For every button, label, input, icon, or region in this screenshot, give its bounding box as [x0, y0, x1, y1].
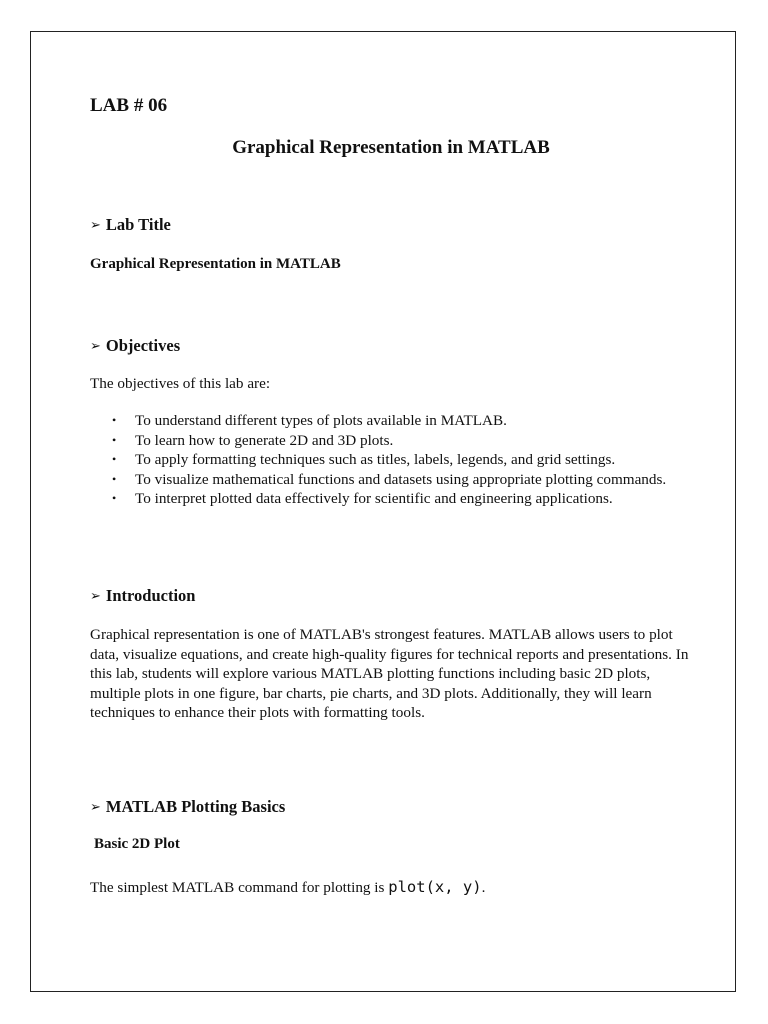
- list-item-text: To interpret plotted data effectively for scientific and engineering applications.: [135, 490, 613, 507]
- bullet-icon: •: [112, 491, 117, 505]
- section-heading-label: MATLAB Plotting Basics: [105, 797, 286, 816]
- arrow-bullet-icon: ➢: [90, 589, 101, 604]
- lab-title-subtitle: Graphical Representation in MATLAB: [90, 256, 341, 272]
- list-item: [90, 470, 670, 490]
- arrow-bullet-icon: ➢: [90, 339, 101, 354]
- arrow-bullet-icon: ➢: [90, 800, 101, 815]
- list-item: [90, 411, 700, 431]
- list-item-text: To visualize mathematical functions and datasets using appropriate plotting commands.: [135, 470, 667, 488]
- sentence-prefix: The simplest MATLAB command for plotting is: [90, 879, 389, 896]
- inline-code: plot(x, y): [388, 878, 482, 896]
- sentence-suffix: .: [481, 879, 486, 896]
- section-heading-introduction: [90, 586, 195, 606]
- section-heading-plotting-basics: [90, 797, 285, 817]
- lab-number: LAB # 06: [90, 95, 168, 116]
- objectives-intro: The objectives of this lab are:: [90, 375, 271, 392]
- bullet-icon: •: [112, 432, 117, 447]
- document-title: Graphical Representation in MATLAB: [232, 137, 550, 158]
- objectives-list: [90, 411, 700, 509]
- plot-command-sentence: [90, 878, 485, 897]
- section-heading-objectives: [90, 336, 180, 356]
- arrow-bullet-icon: ➢: [90, 218, 101, 233]
- bullet-icon: •: [112, 471, 117, 486]
- section-heading-label: Introduction: [105, 586, 196, 605]
- list-item-text: To apply formatting techniques such as titles, labels, legends, and grid settings.: [135, 451, 616, 468]
- bullet-icon: •: [112, 452, 117, 466]
- list-item-text: To learn how to generate 2D and 3D plots.: [135, 431, 394, 449]
- section-heading-lab-title: [90, 215, 171, 235]
- list-item: [90, 489, 700, 509]
- list-item: [90, 431, 700, 451]
- basic-2d-plot-subheading: Basic 2D Plot: [94, 836, 180, 852]
- list-item-text: To understand different types of plots available in MATLAB.: [135, 412, 507, 429]
- section-heading-label: Lab Title: [105, 215, 171, 234]
- list-item: [90, 450, 700, 470]
- bullet-icon: •: [112, 413, 117, 427]
- section-heading-label: Objectives: [105, 336, 181, 355]
- introduction-paragraph: Graphical representation is one of MATLAB's strongest features. MATLAB allows users to plot data, visualize equations, and create high-quality figures for technical reports and presentations. In this lab, students will explore various MATLAB plotting functions including basic 2D plots, multiple plots in one figure, bar charts, pie charts, and 3D plots. Additionally, they will learn techniques to enhance their plots with formatting tools.: [90, 626, 689, 721]
